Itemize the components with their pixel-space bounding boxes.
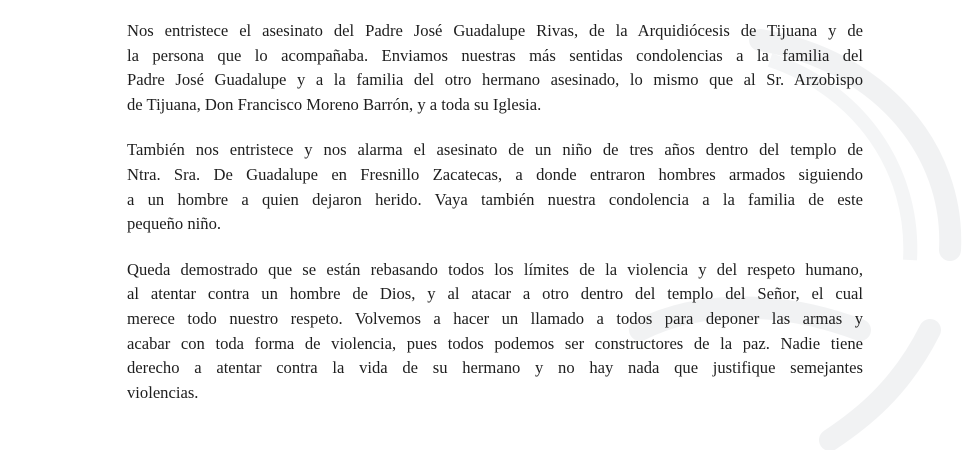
paragraph-1 [127, 19, 863, 117]
text-line: Padre José Guadalupe y a la familia del otro hermano asesinado, lo mismo que al Sr. Arzobispo [127, 70, 863, 90]
text-line: pequeño niño. [127, 214, 222, 234]
text-line: derecho a atentar contra la vida de su hermano y no hay nada que justifique semejantes [127, 358, 863, 378]
text-line: acabar con toda forma de violencia, pues todos podemos ser constructores de la paz. Nadie tiene [127, 333, 863, 353]
paragraph-3 [127, 258, 863, 406]
text-line: También nos entristece y nos alarma el asesinato de un niño de tres años dentro del templo de [127, 140, 863, 160]
text-line: Nos entristece el asesinato del Padre José Guadalupe Rivas, de la Arquidiócesis de Tijuana y de [127, 21, 863, 40]
text-line: al atentar contra un hombre de Dios, y al atacar a otro dentro del templo del Señor, el cual [127, 284, 863, 304]
letter-body [127, 19, 863, 426]
text-line: de Tijuana, Don Francisco Moreno Barrón, y a toda su Iglesia. [127, 94, 542, 114]
text-line: Queda demostrado que se están rebasando todos los límites de la violencia y del respeto humano, [127, 259, 863, 279]
text-line: violencias. [127, 382, 199, 402]
text-line: merece todo nuestro respeto. Volvemos a hacer un llamado a todos para deponer las armas y [127, 308, 863, 328]
paragraph-2 [127, 138, 863, 236]
text-line: a un hombre a quien dejaron herido. Vaya también nuestra condolencia a la familia de este [127, 189, 863, 209]
text-line: Ntra. Sra. De Guadalupe en Fresnillo Zacatecas, a donde entraron hombres armados siguiendo [127, 164, 863, 184]
text-line: la persona que lo acompañaba. Enviamos nuestras más sentidas condolencias a la familia del [127, 45, 863, 65]
